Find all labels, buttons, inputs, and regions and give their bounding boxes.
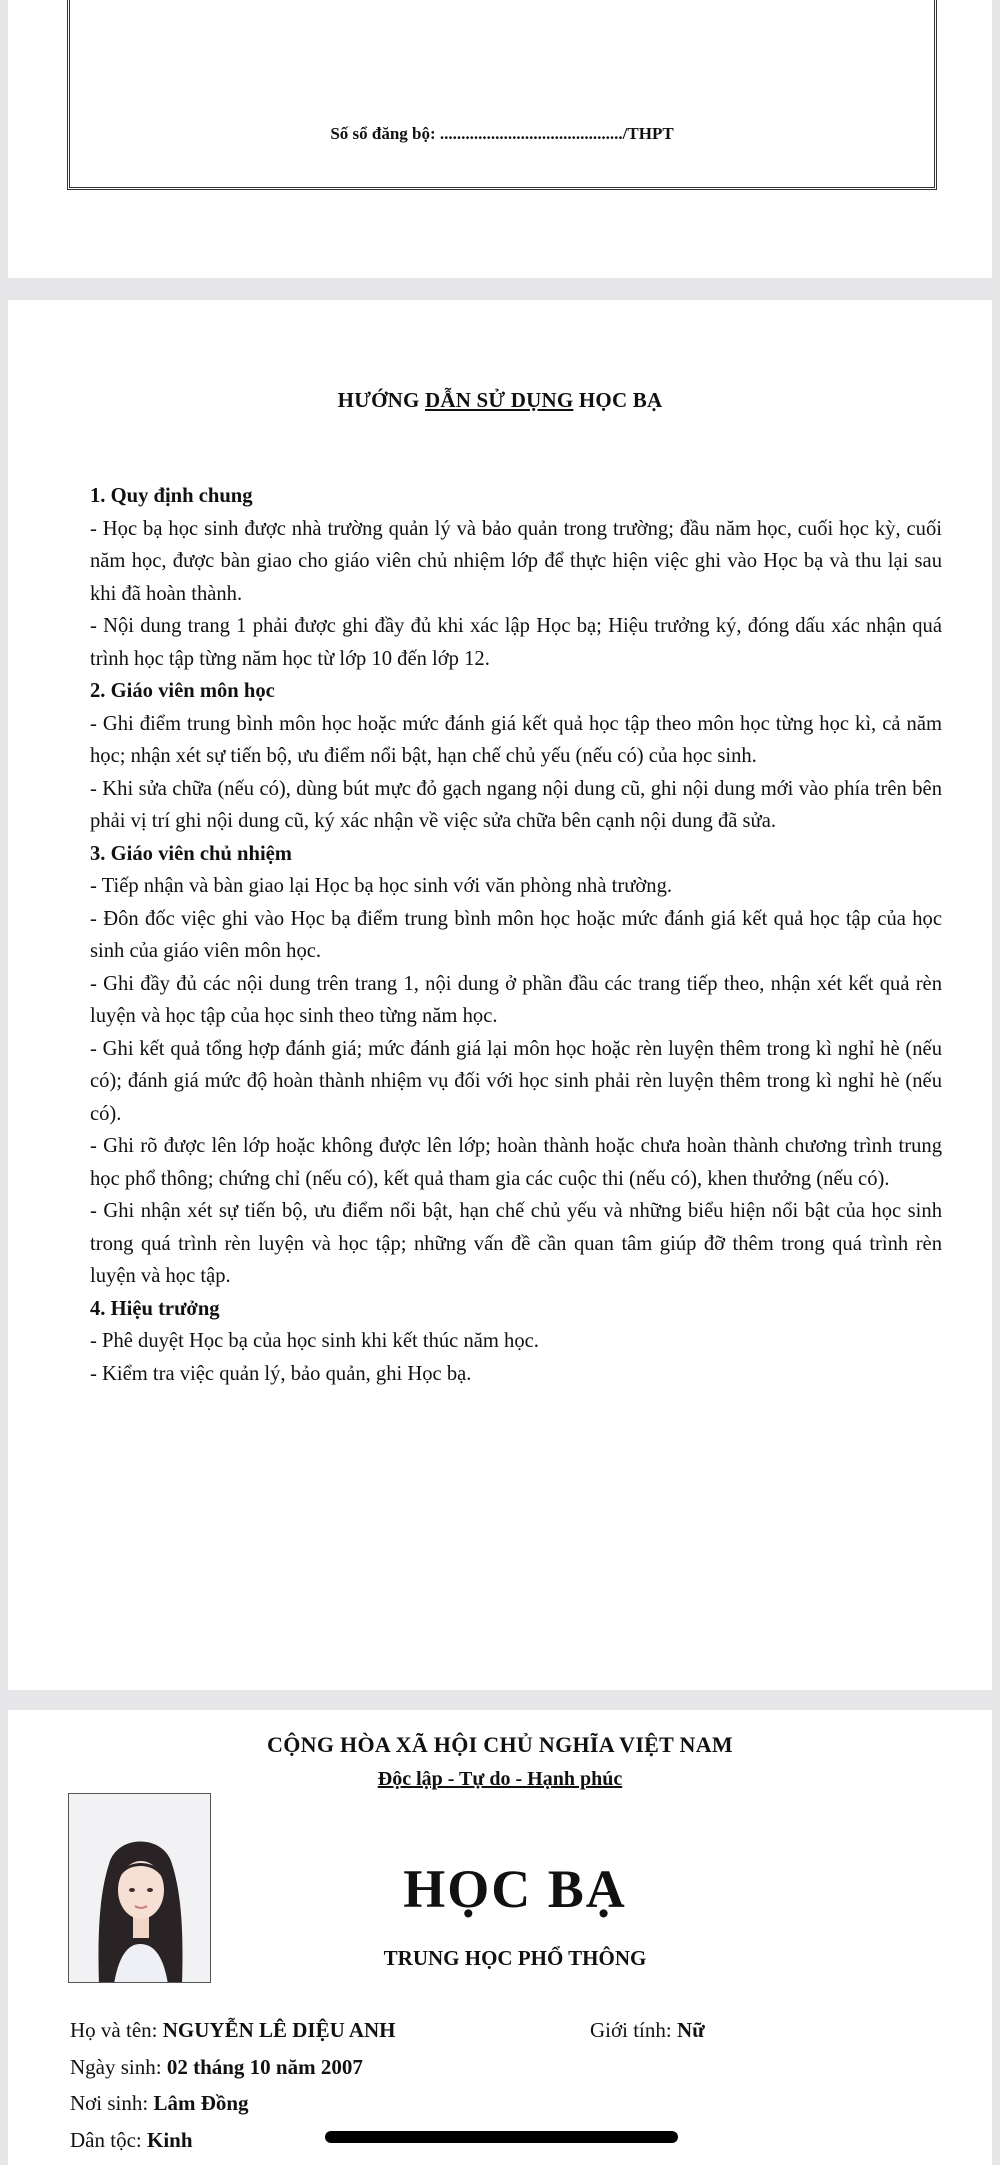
cover-frame [67,0,937,190]
gender-row [590,2018,705,2043]
guide-item: - Tiếp nhận và bàn giao lại Học bạ học sinh với văn phòng nhà trường. [90,875,673,897]
republic-header: CỘNG HÒA XÃ HỘI CHỦ NGHĨA VIỆT NAM [267,1732,733,1757]
record-subtitle: TRUNG HỌC PHỔ THÔNG [383,1946,647,1970]
guide-item: - Phê duyệt Học bạ của học sinh khi kết thúc năm học. [90,1330,539,1352]
registration-dots: ........................................... [439,124,623,143]
record-page [8,1710,992,2165]
guide-item: - Ghi nhận xét sự tiến bộ, ưu điểm nổi bật, hạn chế chủ yếu và những biểu hiện nổi bật của học sinh trong quá trình rèn luyện và học tập; những vấn đề cần quan tâm giúp đỡ thêm trong quá trình rèn luyện và học tập. [90,1200,942,1287]
guide-title-part3: HỌC BẠ [573,388,663,412]
guide-section-heading: 3. Giáo viên chủ nhiệm [90,842,292,865]
guide-page [8,300,992,1690]
ethnicity-row [70,2128,193,2153]
registration-line [70,124,934,144]
registration-suffix: /THPT [622,124,674,143]
guide-item: - Ghi kết quả tổng hợp đánh giá; mức đánh giá lại môn học hoặc rèn luyện thêm trong kì nghỉ hè (nếu có); đánh giá mức độ hoàn thành nhiệm vụ đối với học sinh phải rèn luyện thêm trong kì nghỉ hè (nếu có). [90,1037,942,1125]
guide-title-part2: DẪN SỬ DỤNG [425,388,574,412]
guide-item: - Đôn đốc việc ghi vào Học bạ điểm trung bình môn học hoặc mức đánh giá kết quả học tập của học sinh của giáo viên môn học. [90,907,942,962]
guide-body [90,480,942,1390]
name-value: NGUYỄN LÊ DIỆU ANH [162,2018,396,2042]
guide-item: - Ghi rõ được lên lớp hoặc không được lên lớp; hoàn thành hoặc chưa hoàn thành chương trình trung học phổ thông; chứng chỉ (nếu có), kết quả tham gia các cuộc thi (nếu có), khen thưởng (nếu có). [90,1135,942,1190]
gender-value: Nữ [676,2018,705,2042]
ethnicity-value: Kinh [146,2128,193,2152]
name-row [70,2018,396,2043]
birthplace-label: Nơi sinh: [70,2091,154,2115]
ethnicity-label: Dân tộc: [70,2128,147,2152]
dob-label: Ngày sinh: [70,2055,167,2079]
guide-item: - Ghi điểm trung bình môn học hoặc mức đánh giá kết quả học tập theo môn học từng học kì, cả năm học; nhận xét sự tiến bộ, ưu điểm nổi bật, hạn chế chủ yếu (nếu có) của học sinh. [90,712,942,767]
guide-item: - Ghi đầy đủ các nội dung trên trang 1, nội dung ở phần đầu các trang tiếp theo, nhận xét kết quả rèn luyện và học tập của học sinh theo từng năm học. [90,972,942,1027]
guide-item: - Nội dung trang 1 phải được ghi đầy đủ khi xác lập Học bạ; Hiệu trưởng ký, đóng dấu xác nhận quá trình học tập từng năm học từ lớp 10 đến lớp 12. [90,615,942,670]
home-indicator[interactable] [325,2131,678,2143]
motto: Độc lập - Tự do - Hạnh phúc [377,1768,623,1790]
guide-item: - Học bạ học sinh được nhà trường quản lý và bảo quản trong trường; đầu năm học, cuối học kỳ, cuối năm học, được bàn giao cho giáo viên chủ nhiệm lớp để thực hiện việc ghi vào Học bạ và thu lại sau khi đã hoàn thành. [90,517,942,605]
birthplace-value: Lâm Đồng [153,2091,249,2115]
guide-title [8,388,992,413]
dob-row [70,2055,363,2080]
dob-value: 02 tháng 10 năm 2007 [166,2055,363,2079]
registration-label: Số sổ đăng bộ: [330,124,440,143]
record-title: HỌC BẠ [403,1859,627,1919]
guide-section-heading: 4. Hiệu trưởng [90,1297,220,1320]
cover-page [8,0,992,278]
guide-item: - Khi sửa chữa (nếu có), dùng bút mực đỏ gạch ngang nội dung cũ, ghi nội dung mới vào phía trên bên phải vị trí ghi nội dung cũ, ký xác nhận về việc sửa chữa bên cạnh nội dung đã sửa. [90,777,942,832]
name-label: Họ và tên: [70,2018,163,2042]
guide-title-part1: HƯỚNG [337,388,425,412]
birthplace-row [70,2091,249,2116]
guide-section-heading: 1. Quy định chung [90,485,253,507]
guide-item: - Kiểm tra việc quản lý, bảo quản, ghi Học bạ. [90,1362,472,1385]
gender-label: Giới tính: [590,2018,677,2042]
guide-section-heading: 2. Giáo viên môn học [90,680,275,702]
